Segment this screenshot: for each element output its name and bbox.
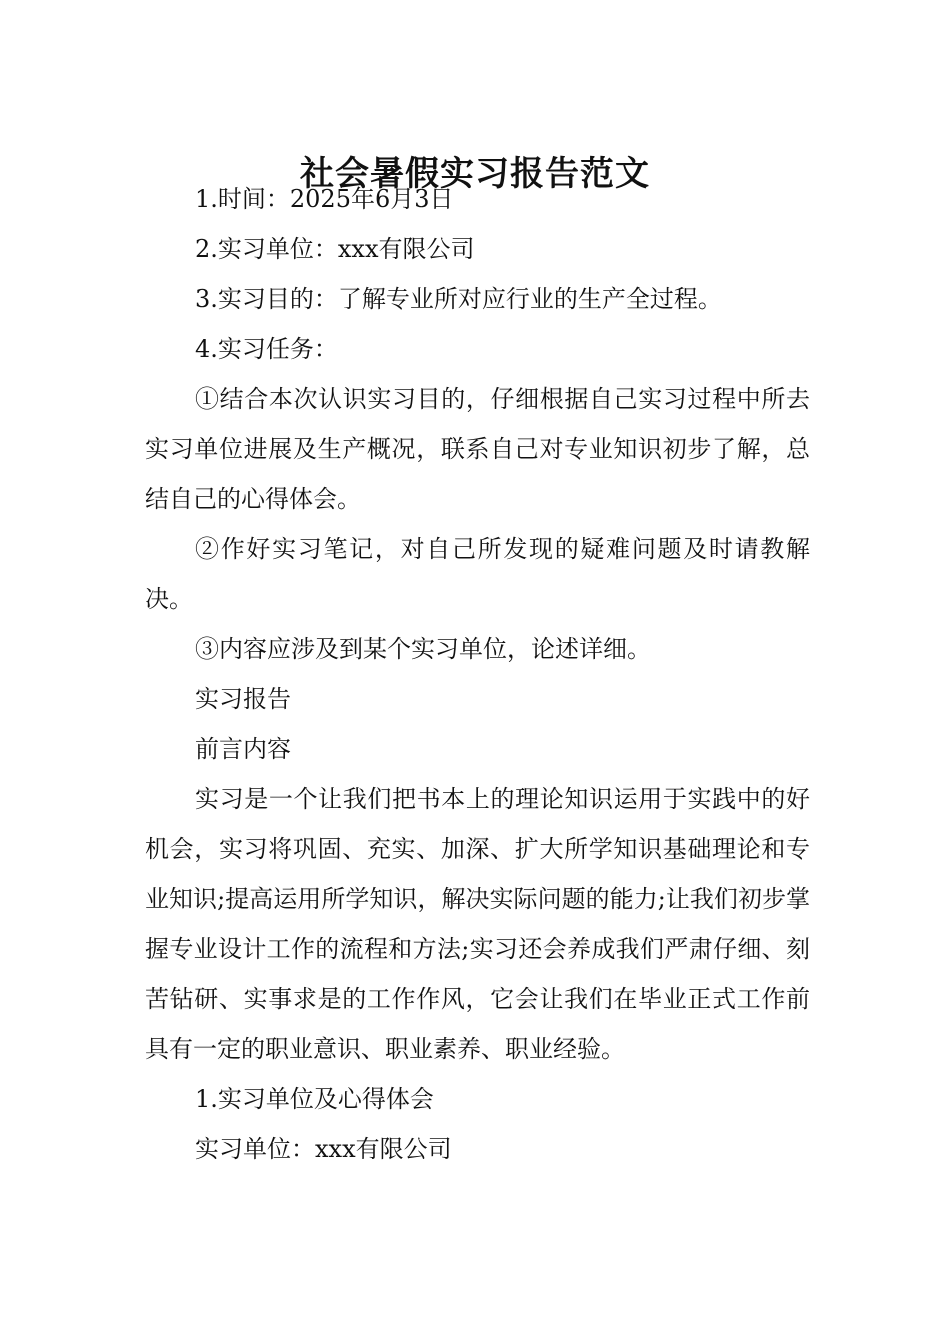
paragraph-tasks-heading: 4.实习任务：	[195, 335, 338, 363]
paragraph-task-2: ②作好实习笔记，对自己所发现的疑难问题及时请教解决。	[145, 535, 810, 613]
document-title: 社会暑假实习报告范文	[300, 153, 650, 194]
paragraph-task-1: ①结合本次认识实习目的，仔细根据自己实习过程中所去实习单位进展及生产概况，联系自己对专业知识初步了解，总结自己的心得体会。	[145, 385, 810, 513]
paragraph-report-heading: 实习报告	[195, 685, 291, 713]
paragraph-purpose: 3.实习目的：了解专业所对应行业的生产全过程。	[195, 285, 722, 313]
paragraph-preface-heading: 前言内容	[195, 735, 291, 763]
paragraph-section-1-heading: 1.实习单位及心得体会	[195, 1085, 434, 1113]
paragraph-section-1-unit: 实习单位：xxx有限公司	[195, 1135, 452, 1163]
paragraph-task-3: ③内容应涉及到某个实习单位，论述详细。	[195, 635, 651, 663]
document-body	[145, 174, 810, 1174]
paragraph-preface-body: 实习是一个让我们把书本上的理论知识运用于实践中的好机会，实习将巩固、充实、加深、扩大所学知识基础理论和专业知识;提高运用所学知识，解决实际问题的能力;让我们初步掌握专业设计工作的流程和方法;实习还会养成我们严肃仔细、刻苦钻研、实事求是的工作作风，它会让我们在毕业正式工作前具有一定的职业意识、职业素养、职业经验。	[145, 785, 810, 1063]
paragraph-unit: 2.实习单位：xxx有限公司	[195, 235, 475, 263]
paragraph-time: 1.时间：2025年6月3日	[195, 185, 454, 213]
